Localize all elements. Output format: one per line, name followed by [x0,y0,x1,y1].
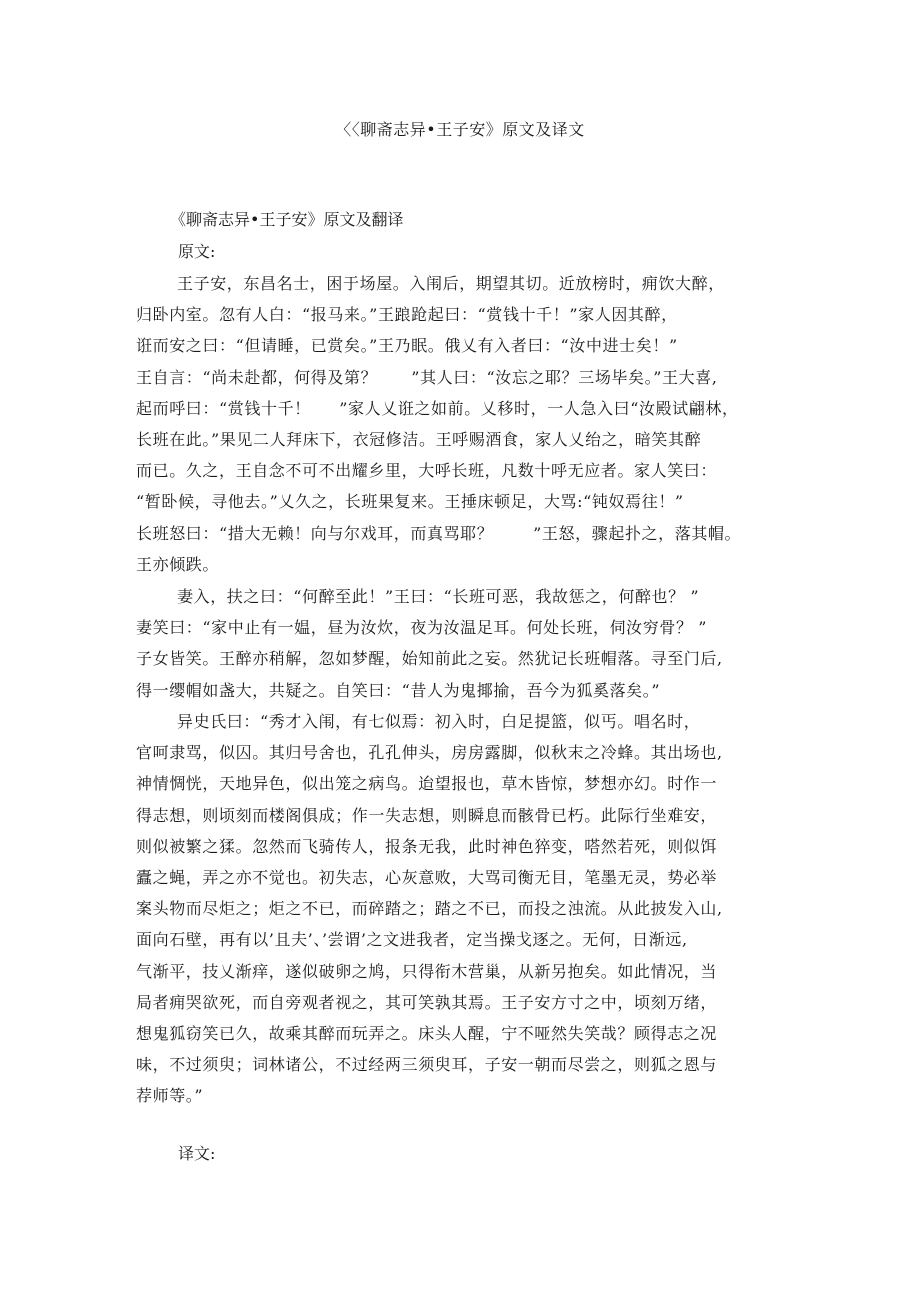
paragraph-2 [136,581,796,706]
text-line: 得一缨帽如盏大，共疑之。自笑曰：“昔人为鬼揶揄，吾今为狐奚落矣。” [136,680,661,700]
text-line: 味，不过须臾；词林诸公，不过经两三须臾耳，子安一朝而尽尝之，则狐之恩与 [136,1055,718,1075]
text-line: 长班怒曰：“措大无赖！向与尔戏耳，而真骂耶？ ”王怒，骤起扑之，落其帽。 [136,523,742,543]
text-line: 诳而安之曰：“但请睡，已赏矣。”王乃眠。俄乂有入者曰：“汝中进士矣！” [136,336,678,356]
text-line: 官呵隶骂，似囚。其归号舍也，孔孔伸头，房房露脚，似秋末之冷蜂。其出场也, [136,743,723,763]
text-line: 长班在此。”果见二人拜床下，衣冠修洁。王呼赐酒食，家人乂绐之，暗笑其醉 [136,429,702,449]
original-text-label: 原文: [178,242,216,261]
text-line: 归卧内室。忽有人白：“报马来。”王踉跄起曰：“赏钱十千！”家人因其醉， [136,305,678,325]
paragraph-3 [136,706,796,1111]
text-line: 王亦倾跌。 [136,554,220,574]
text-line: 案头物而尽炬之；炬之不已，而碎踏之；踏之不已，而投之浊流。从此披发入山, [136,899,723,919]
text-line: 荐师等。” [136,1086,204,1106]
text-line: 而已。久之，王自念不可不出耀乡里，大呼长班，凡数十呼无应者。家人笑曰： [136,461,718,481]
text-line: 蠹之蝇，弄之亦不觉也。初失志，心灰意败，大骂司衡无目，笔墨无灵，势必举 [136,867,718,887]
text-line: 起而呼曰：“赏钱十千！ ”家人乂诳之如前。乂移时，一人急入曰“汝殿试翩林， [136,398,739,418]
text-line: 异史氏曰：“秀才入闱，有七似焉：初入时，白足提篮，似丐。唱名时， [177,712,701,731]
text-line: 得志想，则顷刻而楼阁俱成；作一失志想，则瞬息而骸骨已朽。此际行坐难安， [136,805,718,825]
document-title: 〈〈聊斋志异•王子安》原文及译文 [335,120,585,139]
text-line: 气渐平，技乂渐痒，遂似破卵之鸠，只得衔木营巢，从新另抱矣。如此情况，当 [136,961,718,981]
translation-label: 译文: [178,1144,216,1163]
paragraph-1 [136,268,796,580]
text-line: 局者痈哭欲死，而自旁观者视之，其可笑孰其焉。王子安方寸之中，顷刻万绪， [136,992,718,1012]
document-subtitle: 《聊斋志异•王子安》原文及翻译 [170,210,404,229]
text-line: 子女皆笑。王醉亦稍解，忽如梦醒，始知前此之妄。然犹记长班帽落。寻至门后, [136,649,723,669]
text-line: 王子安，东昌名士，困于场屋。入闱后，期望其切。近放榜时，痈饮大醉， [177,274,725,293]
text-line: 则似被繁之猱。忽然而飞骑传人，报条无我，此时神色猝变，嗒然若死，则似饵 [136,836,718,856]
text-line: 王自言：“尚未赴都，何得及第？ ”其人曰：“汝忘之耶？三场毕矣。”王大喜, [136,367,718,387]
text-line: 神情惆恍，天地异色，似出笼之病鸟。迨望报也，草木皆惊，梦想亦幻。时作一 [136,774,718,794]
text-line: 想鬼狐窃笑已久，故乘其醉而玩弄之。床头人醒，宁不哑然失笑哉？顾得志之况 [136,1023,718,1043]
text-line: 妻笑曰：“家中止有一媪，昼为汝炊，夜为汝温足耳。何处长班，伺汝穷骨？ ” [136,618,708,638]
text-line: 妻入，扶之曰：“何醉至此！”王曰：“长班可恶，我故惩之，何醉也？ ” [177,587,700,606]
text-line: “暂卧候，寻他去。”乂久之，长班果复来。王捶床顿足，大骂:“钝奴焉往！” [136,492,684,512]
text-line: 面向石壁，再有以’且夫’、’尝谓’之文进我者，定当操戈逐之。无何，日渐远, [136,930,688,950]
